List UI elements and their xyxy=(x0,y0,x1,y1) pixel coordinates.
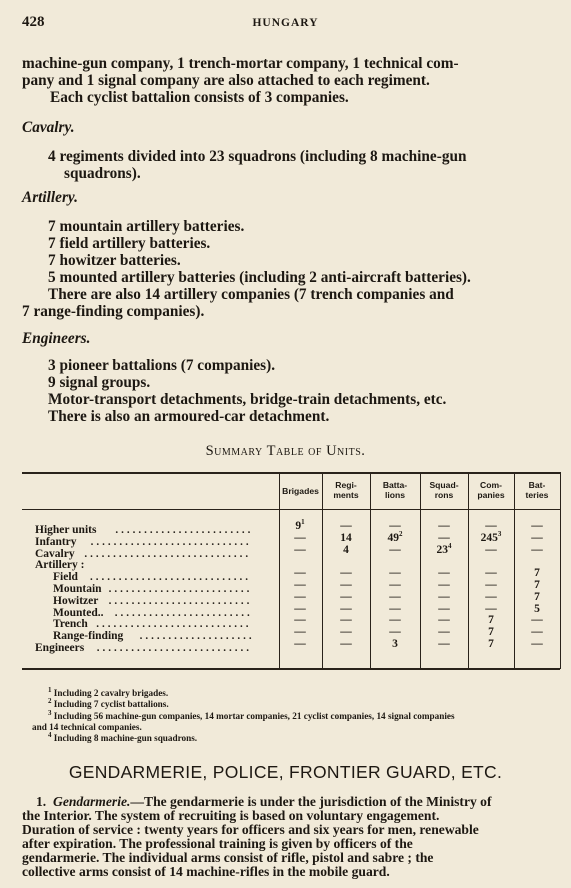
footnote-mark: 4 xyxy=(448,541,452,550)
leader-dots: .................... xyxy=(139,630,255,643)
footnote-1: $^1$ Including 2 cavalry brigades. xyxy=(48,685,169,698)
table-cell: 14 xyxy=(340,531,352,544)
para-line: collective arms consist of 14 machine-rifles in the mobile guard. xyxy=(22,864,390,879)
footnote-mark: 1 xyxy=(301,518,305,527)
table-column-rule xyxy=(420,472,421,669)
para-heading: Gendarmerie. xyxy=(53,794,131,809)
table-cell: — xyxy=(485,590,497,603)
table-cell: — xyxy=(531,543,543,556)
row-label: Engineers xyxy=(35,642,85,654)
table-rule-header xyxy=(22,509,560,510)
table-cell: — xyxy=(340,626,352,639)
table-cell: — xyxy=(531,614,543,627)
footnote-mark: 3 xyxy=(497,529,502,538)
table-cell: 7 xyxy=(534,579,540,591)
table-cell: 3 xyxy=(392,638,398,650)
row-label: Infantry xyxy=(35,535,77,548)
page-number: 428 xyxy=(22,14,45,30)
table-cell: — xyxy=(294,590,306,603)
column-header: Squad- rons xyxy=(429,480,459,500)
table-cell: — xyxy=(531,638,543,650)
column-header: Batta- lions xyxy=(382,480,408,500)
column-header: Brigades xyxy=(282,486,319,496)
body-line: Each cyclist battalion consists of 3 companies. xyxy=(50,89,349,106)
table-cell: 7 xyxy=(534,567,540,580)
table-cell: — xyxy=(389,520,401,532)
table-cell: — xyxy=(389,567,401,580)
para-line: Duration of service : twenty years for officers and six years for men, renewable xyxy=(22,822,479,837)
body-line: There is also an armoured-car detachment. xyxy=(48,408,330,425)
body-line: pany and 1 signal company are also attached to each regiment. xyxy=(22,72,430,89)
table-cell: — xyxy=(438,531,450,544)
table-cell: — xyxy=(294,638,306,650)
para-first-line: 1. Gendarmerie.—The gendarmerie is under the jurisdiction of the Ministry of xyxy=(36,794,492,809)
table-cell: — xyxy=(531,520,543,532)
table-cell: 7 xyxy=(488,638,494,650)
table-rule-bottom xyxy=(22,668,560,670)
summary-table xyxy=(22,472,560,670)
artillery-heading: Artillery. xyxy=(22,189,78,206)
table-cell: — xyxy=(438,626,450,639)
table-cell: — xyxy=(531,531,543,544)
table-cell: — xyxy=(294,531,306,544)
table-column-rule xyxy=(370,472,371,669)
table-cell: — xyxy=(438,638,450,650)
table-cell: 4 xyxy=(343,543,349,556)
table-cell: — xyxy=(438,579,450,591)
table-cell: — xyxy=(294,602,306,615)
table-rule-top xyxy=(22,472,560,474)
table-cell: 7 xyxy=(488,626,494,639)
table-cell: — xyxy=(340,590,352,603)
table-cell: $23^4$ xyxy=(436,541,452,556)
table-cell: — xyxy=(340,614,352,627)
table-cell: 5 xyxy=(534,602,540,615)
leader-dots: ......................... xyxy=(108,594,253,607)
table-cell: — xyxy=(438,520,450,532)
table-cell: — xyxy=(340,638,352,650)
footnote-2: $^2$ Including 7 cyclist battalions. xyxy=(48,696,169,709)
table-cell: — xyxy=(340,602,352,615)
table-cell: — xyxy=(340,579,352,591)
table-cell: — xyxy=(294,567,306,580)
row-label: Mountain xyxy=(53,583,102,595)
row-label: Trench xyxy=(53,618,88,631)
footnote-mark: 2 xyxy=(399,529,403,538)
body-line: 5 mounted artillery batteries (including 2 anti-aircraft batteries). xyxy=(48,269,471,286)
column-header: Com- panies xyxy=(477,480,505,500)
footnote-3-continued: and 14 technical companies. xyxy=(32,722,142,732)
row-label: Higher units xyxy=(35,524,97,536)
table-cell: $9^1$ xyxy=(295,518,305,532)
table-cell: 7 xyxy=(488,614,494,627)
body-line: 7 howitzer batteries. xyxy=(48,252,181,269)
table-cell: — xyxy=(294,614,306,627)
row-label: Range-finding xyxy=(53,630,124,643)
table-cell: 7 xyxy=(534,590,540,603)
leader-dots: ........................... xyxy=(96,642,253,654)
leader-dots: ........................ xyxy=(115,524,254,536)
table-cell: — xyxy=(389,590,401,603)
table-cell: — xyxy=(340,520,352,532)
row-label: Cavalry xyxy=(35,547,75,560)
table-cell: — xyxy=(485,543,497,556)
row-label: Artillery : xyxy=(35,559,85,572)
table-cell: — xyxy=(438,602,450,615)
cavalry-heading: Cavalry. xyxy=(22,119,75,136)
table-cell: $245^3$ xyxy=(480,529,502,544)
table-cell: — xyxy=(389,543,401,556)
para-line: after expiration. The professional training is given by officers of the xyxy=(22,836,413,851)
row-label: Mounted.. xyxy=(53,606,104,619)
body-line: 4 regiments divided into 23 squadrons (including 8 machine-gun xyxy=(48,148,467,165)
leader-dots: ............................ xyxy=(90,571,251,584)
table-cell: — xyxy=(531,626,543,639)
table-cell: — xyxy=(389,602,401,615)
body-line: squadrons). xyxy=(64,165,141,182)
running-title: HUNGARY xyxy=(252,17,319,29)
table-cell: — xyxy=(294,543,306,556)
table-title: Summary Table of Units. xyxy=(205,443,366,459)
table-cell: — xyxy=(340,567,352,580)
leader-dots: ......................... xyxy=(108,583,253,595)
leader-dots: ............................ xyxy=(90,535,252,548)
table-cell: — xyxy=(485,602,497,615)
leader-dots: ........................ xyxy=(114,606,253,619)
footnote-4: $^4$ Including 8 machine-gun squadrons. xyxy=(48,730,198,743)
body-line: 7 mountain artillery batteries. xyxy=(48,218,245,235)
table-cell: — xyxy=(294,626,306,639)
table-cell: — xyxy=(485,567,497,580)
table-cell: — xyxy=(389,579,401,591)
table-cell: — xyxy=(389,626,401,639)
table-cell: $49^2$ xyxy=(387,529,403,544)
table-cell: — xyxy=(294,579,306,591)
body-line: 7 range-finding companies). xyxy=(22,303,205,320)
body-line: 3 pioneer battalions (7 companies). xyxy=(48,357,276,374)
leader-dots: ............................. xyxy=(84,547,252,560)
section-title: GENDARMERIE, POLICE, FRONTIER GUARD, ETC. xyxy=(68,762,503,782)
table-column-rule xyxy=(560,472,561,669)
column-header: Regi- ments xyxy=(333,480,359,500)
leader-dots: ........................... xyxy=(96,618,252,631)
table-cell: — xyxy=(389,614,401,627)
para-line: gendarmerie. The individual arms consist of rifle, pistol and sabre ; the xyxy=(22,850,434,865)
table-cell: — xyxy=(485,579,497,591)
body-line: Motor-transport detachments, bridge-train detachments, etc. xyxy=(48,391,447,408)
body-line: 9 signal groups. xyxy=(48,374,151,391)
table-cell: — xyxy=(438,567,450,580)
row-label: Howitzer xyxy=(53,594,99,607)
engineers-heading: Engineers. xyxy=(22,330,91,347)
para-line: the Interior. The system of recruiting is based on voluntary engagement. xyxy=(22,808,440,823)
row-label: Field xyxy=(53,571,78,584)
body-line: There are also 14 artillery companies (7 trench companies and xyxy=(48,286,454,303)
body-line: machine-gun company, 1 trench-mortar company, 1 technical com- xyxy=(22,55,459,72)
body-line: 7 field artillery batteries. xyxy=(48,235,211,252)
table-cell: — xyxy=(438,590,450,603)
table-cell: — xyxy=(485,520,497,532)
column-header: Bat- teries xyxy=(525,480,549,500)
table-cell: — xyxy=(438,614,450,627)
footnote-3: $^3$ Including 56 machine-gun companies, 14 mortar companies, 21 cyclist companies, 14 signal companies xyxy=(48,708,455,721)
